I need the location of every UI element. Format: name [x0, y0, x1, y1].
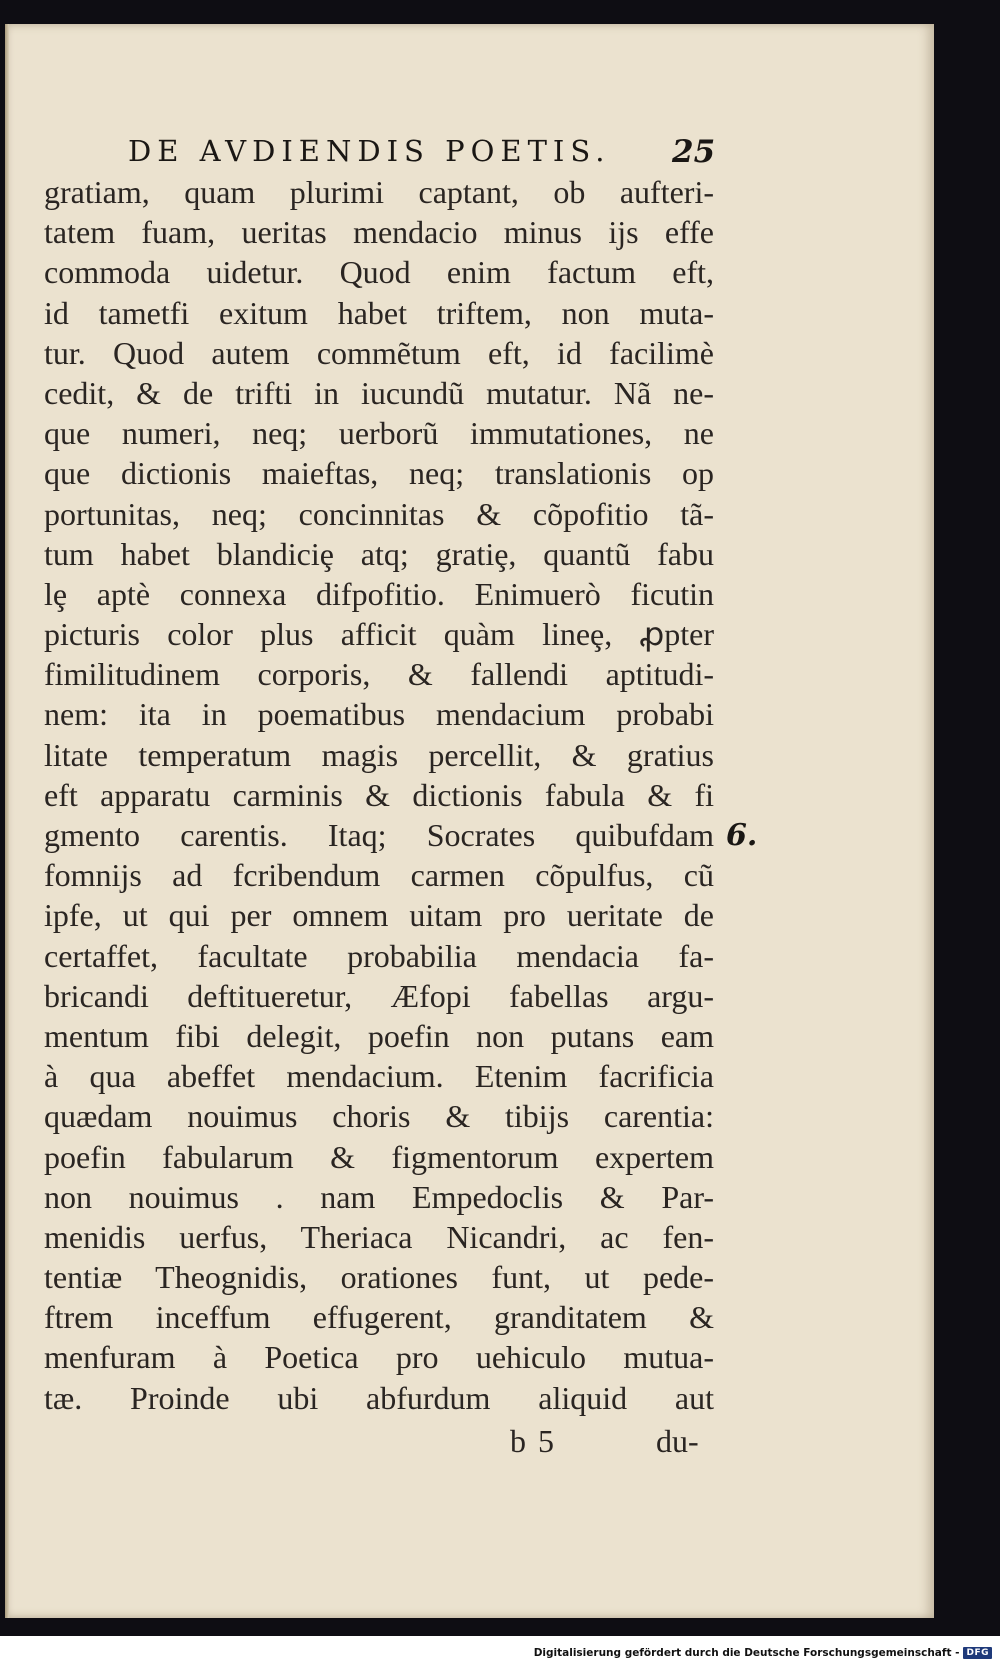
text-line: quædam nouimus choris & tibijs carentia:	[44, 1098, 714, 1135]
text-line: tur. Quod autem commẽtum eft, id facilimè	[44, 334, 714, 371]
text-line: ftrem inceffum effugerent, granditatem &	[44, 1299, 714, 1336]
text-line: bricandi deftitueretur, Æfopi fabellas argu-	[44, 977, 714, 1014]
dfg-logo: DFG	[963, 1647, 992, 1659]
text-line: cedit, & de trifti in iucundũ mutatur. Nã ne-	[44, 374, 714, 411]
page-gutter-edge	[5, 24, 9, 1618]
digitization-credit	[534, 1645, 992, 1661]
text-line: tatem fuam, ueritas mendacio minus ijs effe	[44, 214, 714, 251]
text-line: id tametfi exitum habet triftem, non muta-	[44, 294, 714, 331]
credit-text: Digitalisierung gefördert durch die Deutsche Forschungsgemeinschaft -	[533, 1647, 960, 1659]
text-line: eft apparatu carminis & dictionis fabula & fi	[44, 776, 714, 813]
text-line: litate temperatum magis percellit, & gratius	[44, 736, 714, 773]
text-line: tum habet blandiciȩ atq; gratiȩ, quantũ fabu	[44, 535, 714, 572]
text-line: tæ. Proinde ubi abfurdum aliquid aut	[44, 1379, 714, 1416]
text-line: fomnijs ad fcribendum carmen cõpulfus, cũ	[44, 857, 714, 894]
text-line: nem: ita in poematibus mendacium probabi	[44, 696, 714, 733]
text-line: certaffet, facultate probabilia mendacia fa-	[44, 937, 714, 974]
text-line: gratiam, quam plurimi captant, ob aufteri-	[44, 174, 714, 210]
text-line: mentum fibi delegit, poefin non putans eam	[44, 1017, 714, 1054]
text-line: que numeri, neq; uerborũ immutationes, ne	[44, 415, 714, 452]
text-line: tentiæ Theognidis, orationes funt, ut pede-	[44, 1259, 714, 1296]
running-head: DE AVDIENDIS POETIS.	[128, 134, 611, 168]
text-line: ipfe, ut qui per omnem uitam pro ueritate de	[44, 897, 714, 934]
text-line: lȩ aptè connexa difpofitio. Enimuerò ficutin	[44, 575, 714, 612]
page-number: 25	[672, 134, 716, 170]
text-line: menidis uerfus, Theriaca Nicandri, ac fen-	[44, 1218, 714, 1255]
signature-mark: b 5	[510, 1423, 556, 1459]
text-line: non nouimus . nam Empedoclis & Par-	[44, 1178, 714, 1215]
text-line: que dictionis maieftas, neq; translationis op	[44, 455, 714, 492]
text-line: poefin fabularum & figmentorum expertem	[44, 1138, 714, 1175]
text-line: fimilitudinem corporis, & fallendi aptitudi-	[44, 656, 714, 693]
text-line: menfuram à Poetica pro uehiculo mutua-	[44, 1339, 714, 1376]
body-text	[44, 172, 714, 1418]
text-line: gmento carentis. Itaq; Socrates quibufdam	[44, 817, 714, 853]
text-line: portunitas, neq; concinnitas & cõpofitio tã-	[44, 495, 714, 532]
text-line: à qua abeffet mendacium. Etenim facrificia	[44, 1058, 714, 1095]
catchword: du-	[656, 1423, 699, 1459]
margin-note: 6.	[726, 818, 758, 853]
text-line: picturis color plus afficit quàm lineȩ, ꝓpter	[44, 616, 714, 653]
text-line: commoda uidetur. Quod enim factum eft,	[44, 254, 714, 291]
